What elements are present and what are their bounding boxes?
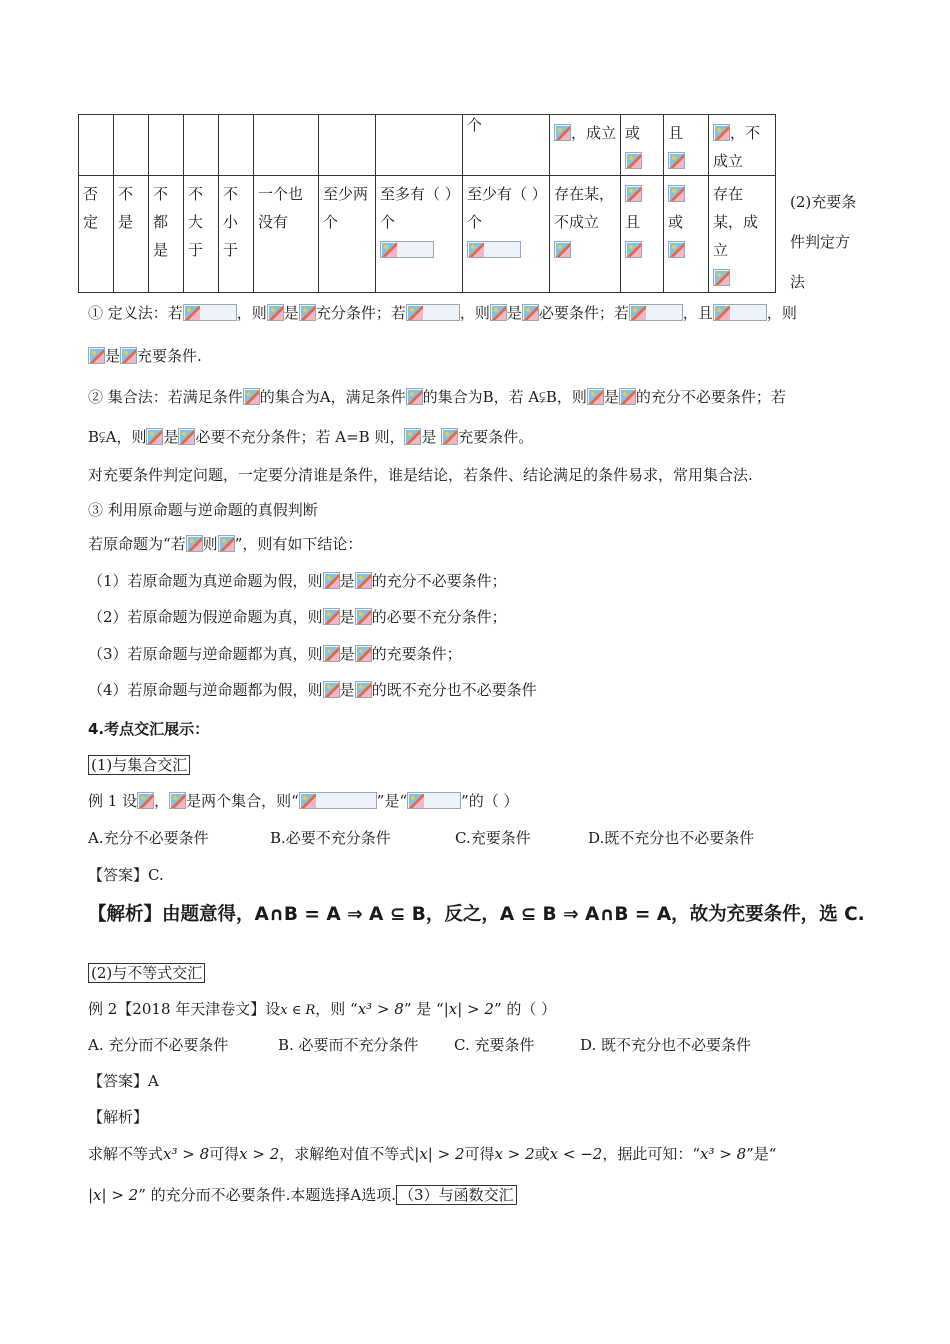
table-cell	[621, 176, 664, 293]
text: 的必要不充分条件；	[371, 608, 507, 626]
text: ① 定义法：若	[88, 304, 183, 322]
side-label: (2)充要条件判定方法	[790, 193, 857, 291]
math-text: x > 2	[239, 1145, 280, 1163]
example2-answer: 【答案】A	[88, 1072, 159, 1090]
formula-image-icon	[88, 347, 105, 364]
formula-image-icon	[178, 428, 195, 445]
math-text: |x| > 2	[443, 1000, 494, 1018]
table-cell-text: 或	[668, 213, 684, 231]
formula-image-icon	[619, 388, 636, 405]
table-cell	[79, 115, 114, 176]
example2-option-c: C. 充要条件	[454, 1036, 535, 1054]
text: 充要条件.	[137, 347, 202, 365]
formula-image-icon	[355, 645, 372, 662]
formula-image-icon	[355, 572, 372, 589]
table-cell	[463, 115, 550, 176]
text: ”是“	[746, 1145, 777, 1163]
formula-image-icon	[406, 304, 460, 321]
table-cell	[550, 115, 621, 176]
table-cell-text: 不大于	[188, 185, 204, 259]
table-cell-text: 至少有（ ）个	[467, 185, 540, 231]
table-cell-text: 至多有（ ）个	[380, 185, 453, 231]
math-text: x ∈ R	[280, 1003, 316, 1018]
formula-image-icon	[218, 535, 235, 552]
example1-option-d: D.既不充分也不必要条件	[588, 829, 755, 847]
example1-analysis: 【解析】由题意得，A∩B = A ⇒ A ⊆ B，反之，A ⊆ B ⇒ A∩B = A，故为充要条件，选 C.	[88, 904, 865, 925]
formula-image-icon	[323, 608, 340, 625]
formula-image-icon	[404, 428, 421, 445]
table-cell	[254, 176, 319, 293]
text: 是	[339, 572, 355, 590]
formula-image-icon	[625, 241, 642, 258]
text: ” 是 “	[403, 1000, 444, 1018]
text: 的集合为A，满足条件	[259, 388, 406, 406]
text: （1）若原命题为真逆命题为假，则	[88, 572, 323, 590]
formula-image-icon	[587, 388, 604, 405]
example1-answer: 【答案】C.	[88, 866, 164, 884]
table-cell-text: 一个也没有	[258, 185, 304, 231]
formula-image-icon	[668, 241, 685, 258]
table-cell	[376, 176, 463, 293]
method3-heading: ③ 利用原命题与逆命题的真假判断	[88, 501, 318, 519]
text: 充分条件；若	[315, 304, 406, 322]
text: 则	[202, 535, 218, 553]
set-method-line1	[88, 386, 786, 407]
math-text: |x| > 2	[414, 1145, 465, 1163]
math-text: x > 2	[494, 1145, 535, 1163]
math-text: x³ > 8	[357, 1000, 404, 1018]
formula-image-icon	[243, 388, 260, 405]
formula-image-icon	[554, 241, 571, 258]
table-cell	[709, 115, 776, 176]
table-cell	[319, 176, 376, 293]
formula-image-icon	[299, 304, 316, 321]
text: ，则	[459, 304, 490, 322]
table-cell-text: 不是	[118, 185, 134, 231]
table-cell-text: 否定	[83, 185, 99, 231]
example2-analysis-line1	[88, 1143, 776, 1164]
text: 例 2【2018 年天津卷文】设	[88, 1000, 281, 1018]
text: （4）若原命题与逆命题都为假，则	[88, 681, 323, 699]
text: ”，则有如下结论：	[234, 535, 363, 553]
text: 的充要条件；	[371, 645, 462, 663]
math-text: x³ > 8	[700, 1145, 747, 1163]
table-cell	[79, 176, 114, 293]
example2-question	[88, 998, 556, 1019]
formula-image-icon	[407, 792, 461, 809]
text: 的集合为B，若 A⫋B，则	[422, 388, 587, 406]
text: 或	[534, 1145, 550, 1163]
text: B⫋A，则	[88, 428, 147, 446]
case-item	[88, 643, 462, 664]
boxed-label: (2)与不等式交汇	[88, 963, 205, 983]
formula-image-icon	[625, 185, 642, 202]
table-cell	[621, 115, 664, 176]
table-cell	[219, 115, 254, 176]
formula-image-icon	[267, 304, 284, 321]
negation-table	[78, 114, 776, 293]
formula-image-icon	[323, 645, 340, 662]
boxed-label: （3）与函数交汇	[396, 1185, 517, 1205]
example2-analysis-heading: 【解析】	[88, 1108, 149, 1126]
table-cell	[709, 176, 776, 293]
formula-image-icon	[137, 792, 154, 809]
example1-question	[88, 790, 519, 811]
table-cell-text: 不都是	[153, 185, 169, 259]
example2-option-a: A. 充分而不必要条件	[88, 1036, 229, 1054]
formula-image-icon	[355, 681, 372, 698]
table-cell-text: 且	[625, 213, 641, 231]
formula-image-icon	[120, 347, 137, 364]
text: 是	[339, 645, 355, 663]
text: 是	[339, 608, 355, 626]
formula-image-icon	[713, 269, 730, 286]
example1-option-c: C.充要条件	[455, 829, 531, 847]
definition-method-line2	[88, 345, 202, 366]
table-cell	[114, 176, 149, 293]
example2-option-b: B. 必要而不充分条件	[278, 1036, 419, 1054]
text: 的充分不必要条件；若	[635, 388, 786, 406]
text: ，则 “	[315, 1000, 358, 1018]
example2-analysis-line2	[88, 1184, 517, 1205]
table-cell-text: ，成立	[571, 124, 617, 142]
text: 求解不等式	[88, 1145, 164, 1163]
formula-image-icon	[554, 124, 571, 141]
formula-image-icon	[522, 304, 539, 321]
formula-image-icon	[490, 304, 507, 321]
math-text: |x| > 2	[88, 1186, 139, 1204]
text: 必要不充分条件；若 A=B 则，	[195, 428, 405, 446]
table-cell-text: 且	[668, 124, 684, 142]
text: 的充分不必要条件；	[371, 572, 507, 590]
math-text: x < −2	[549, 1145, 603, 1163]
table-cell	[149, 176, 184, 293]
set-method-line2	[88, 426, 533, 447]
table-cell-text: ，不成立	[713, 124, 761, 170]
text: ，据此可知：“	[602, 1145, 700, 1163]
text: ② 集合法：若满足条件	[88, 388, 243, 406]
text: 是	[105, 347, 121, 365]
text: ”的（ ）	[461, 792, 519, 810]
text: ” 的（ ）	[493, 1000, 557, 1018]
case-item	[88, 606, 507, 627]
formula-image-icon	[355, 608, 372, 625]
formula-image-icon	[713, 124, 730, 141]
formula-image-icon	[186, 535, 203, 552]
table-cell	[664, 176, 709, 293]
table-cell-text: 或	[625, 124, 641, 142]
text: ，求解绝对值不等式	[279, 1145, 415, 1163]
definition-method-line1	[88, 302, 797, 323]
text: ，则	[766, 304, 797, 322]
text: 必要条件；若	[538, 304, 629, 322]
text: 的既不充分也不必要条件	[371, 681, 537, 699]
table-cell	[664, 115, 709, 176]
text: 例 1 设	[88, 792, 138, 810]
formula-image-icon	[668, 152, 685, 169]
text: ”是“	[376, 792, 408, 810]
text: 可得	[464, 1145, 495, 1163]
formula-image-icon	[169, 792, 186, 809]
note-text: 对充要条件判定问题，一定要分清谁是条件，谁是结论，若条件、结论满足的条件易求，常用集合法.	[88, 466, 753, 484]
example2-option-d: D. 既不充分也不必要条件	[580, 1036, 752, 1054]
math-text: x³ > 8	[163, 1145, 210, 1163]
table-cell	[254, 115, 319, 176]
table-cell	[463, 176, 550, 293]
table-cell-text: 个	[467, 116, 483, 134]
text: ” 的充分而不必要条件.本题选择A选项.	[138, 1186, 397, 1204]
case-item	[88, 679, 537, 700]
table-cell	[184, 176, 219, 293]
case-item	[88, 570, 507, 591]
topic-tag	[88, 962, 205, 983]
topic-tag	[88, 754, 190, 775]
formula-image-icon	[467, 241, 521, 258]
formula-image-icon	[441, 428, 458, 445]
table-cell	[376, 115, 463, 176]
table-cell	[550, 176, 621, 293]
text: 是	[603, 388, 619, 406]
text: （2）若原命题为假逆命题为真，则	[88, 608, 323, 626]
table-cell-text: 不小于	[223, 185, 239, 259]
formula-image-icon	[299, 792, 377, 809]
text: （3）若原命题与逆命题都为真，则	[88, 645, 323, 663]
text: 是两个集合，则“	[186, 792, 299, 810]
table-cell-text: 存在某，成立	[713, 185, 759, 259]
formula-image-icon	[668, 185, 685, 202]
table-cell	[319, 115, 376, 176]
table-cell	[114, 115, 149, 176]
text: ，	[154, 792, 170, 810]
text: ，且	[682, 304, 713, 322]
table-cell-text: 存在某，不成立	[554, 185, 615, 231]
text: ，则	[236, 304, 267, 322]
text: 可得	[209, 1145, 240, 1163]
formula-image-icon	[380, 241, 434, 258]
table-cell-text: 至少两个	[323, 185, 369, 231]
formula-image-icon	[146, 428, 163, 445]
text: 是	[339, 681, 355, 699]
formula-image-icon	[323, 572, 340, 589]
text: 是	[421, 428, 442, 446]
boxed-label: (1)与集合交汇	[88, 755, 190, 775]
text: 充要条件。	[458, 428, 534, 446]
example1-option-b: B.必要不充分条件	[270, 829, 391, 847]
formula-image-icon	[183, 304, 237, 321]
formula-image-icon	[625, 152, 642, 169]
table-cell	[184, 115, 219, 176]
formula-image-icon	[323, 681, 340, 698]
text: 是	[506, 304, 522, 322]
table-cell	[219, 176, 254, 293]
section-heading: 4.考点交汇展示：	[88, 720, 210, 738]
formula-image-icon	[713, 304, 767, 321]
formula-image-icon	[406, 388, 423, 405]
table-cell	[149, 115, 184, 176]
premise-line	[88, 533, 362, 554]
example1-option-a: A.充分不必要条件	[88, 829, 209, 847]
formula-image-icon	[629, 304, 683, 321]
text: 是	[283, 304, 299, 322]
text: 若原命题为“若	[88, 535, 186, 553]
text: 是	[163, 428, 179, 446]
